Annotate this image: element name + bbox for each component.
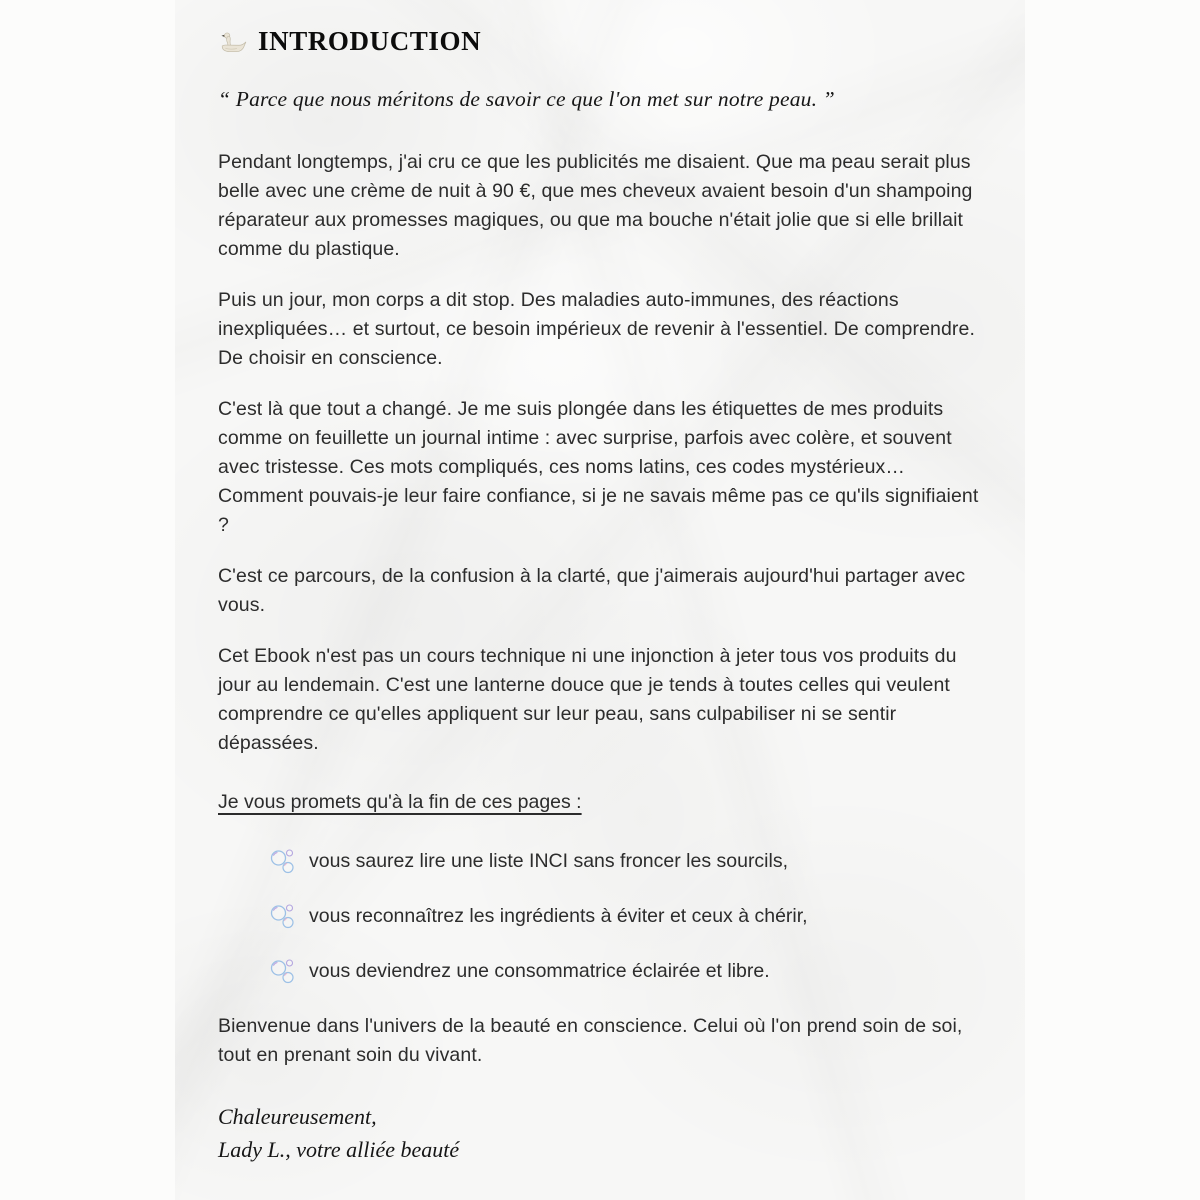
list-item bbox=[270, 902, 985, 931]
list-item bbox=[270, 847, 985, 876]
promise-heading: Je vous promets qu'à la fin de ces pages : bbox=[218, 791, 582, 813]
ebook-page bbox=[175, 0, 1025, 1200]
page-content bbox=[175, 0, 1025, 1166]
signature-line2: Lady L., votre alliée beauté bbox=[218, 1137, 460, 1162]
paragraph-1: Pendant longtemps, j'ai cru ce que les publicités me disaient. Que ma peau serait plus belle avec une crème de nuit à 90 €, que mes cheveux avaient besoin d'un shampoing réparateur aux promesses magiques, ou que ma bouche n'était jolie que si elle brillait comme du plastique. bbox=[218, 151, 973, 260]
page-title-text: INTRODUCTION bbox=[258, 26, 482, 56]
paragraph-2: Puis un jour, mon corps a dit stop. Des maladies auto-immunes, des réactions inexpliquées… et surtout, ce besoin impérieux de revenir à l'essentiel. De comprendre. De choisir en conscience. bbox=[218, 289, 975, 369]
closing-paragraph: Bienvenue dans l'univers de la beauté en conscience. Celui où l'on prend soin de soi, tout en prenant soin du vivant. bbox=[218, 1015, 963, 1066]
paragraph-4: C'est ce parcours, de la confusion à la clarté, que j'aimerais aujourd'hui partager avec vous. bbox=[218, 565, 966, 616]
list-item-text: vous reconnaîtrez les ingrédients à éviter et ceux à chérir, bbox=[309, 905, 808, 927]
paragraph-5: Cet Ebook n'est pas un cours technique ni une injonction à jeter tous vos produits du jour au lendemain. C'est une lanterne douce que je tends à toutes celles qui veulent comprendre ce qu'elles appliquent sur leur peau, sans culpabiliser ni se sentir dépassées. bbox=[218, 645, 957, 754]
page-title bbox=[218, 26, 985, 57]
paragraph-3: C'est là que tout a changé. Je me suis plongée dans les étiquettes de mes produits comme on feuillette un journal intime : avec surprise, parfois avec colère, et souvent avec tristesse. Ces mots compliqués, ces noms latins, ces codes mystérieux… Comment pouvais-je leur faire confiance, si je ne savais même pas ce qu'ils signifiaient ? bbox=[218, 398, 979, 536]
signature-line1: Chaleureusement, bbox=[218, 1104, 377, 1129]
list-item bbox=[270, 957, 985, 986]
bubbles-icon bbox=[270, 958, 296, 985]
bubbles-icon bbox=[270, 848, 296, 875]
promise-list bbox=[218, 847, 985, 986]
signature bbox=[218, 1100, 985, 1166]
opening-quote: “ Parce que nous méritons de savoir ce que l'on met sur notre peau. ” bbox=[218, 87, 835, 111]
swan-icon bbox=[218, 29, 247, 54]
list-item-text: vous saurez lire une liste INCI sans froncer les sourcils, bbox=[309, 850, 789, 872]
list-item-text: vous deviendrez une consommatrice éclairée et libre. bbox=[309, 960, 770, 982]
bubbles-icon bbox=[270, 903, 296, 930]
